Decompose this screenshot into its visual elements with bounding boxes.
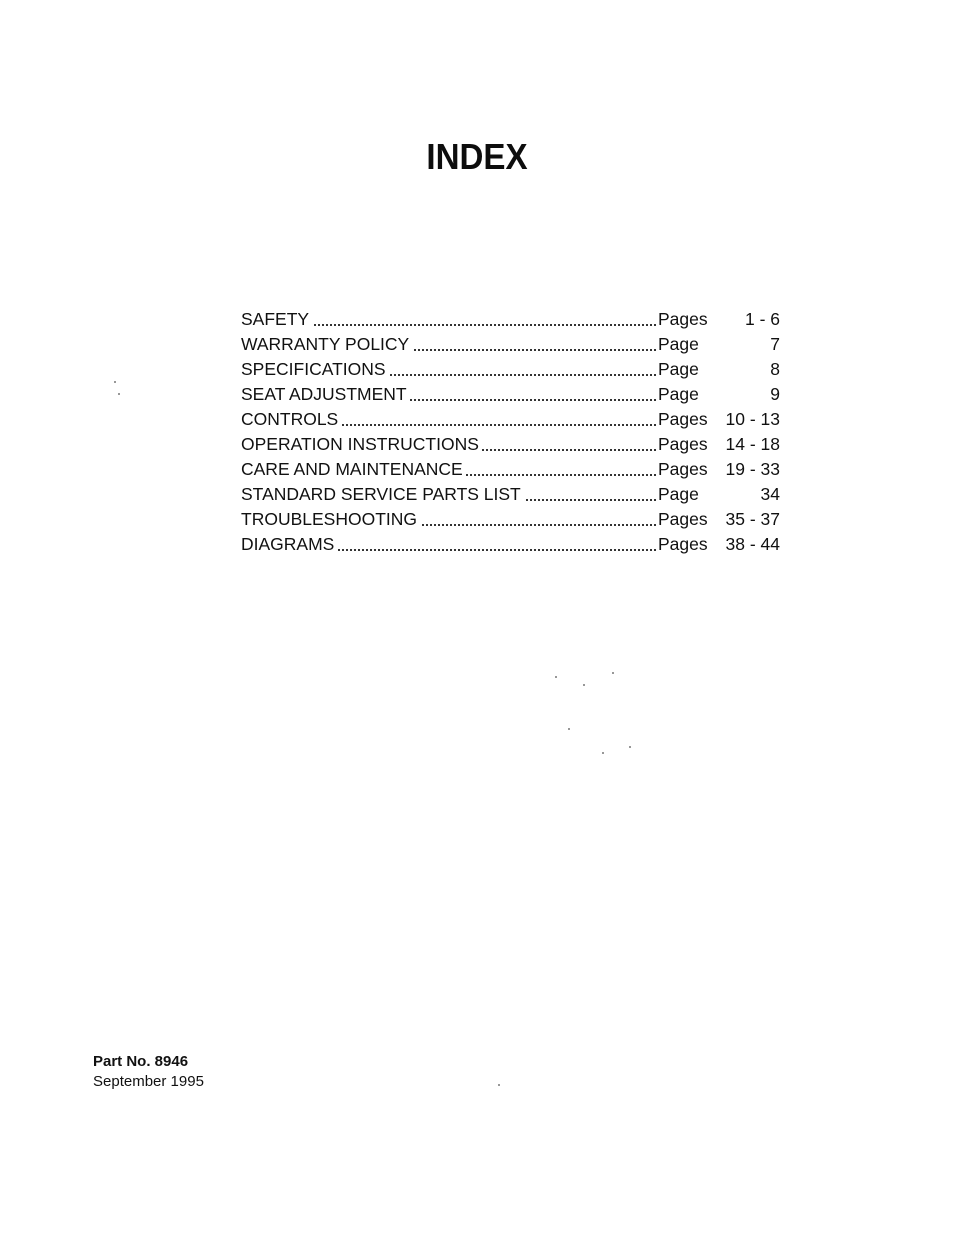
toc-label: CARE AND MAINTENANCE <box>241 459 466 479</box>
toc-row <box>241 507 783 532</box>
toc-page-range: 1 - 6 <box>744 309 780 329</box>
scan-speck <box>629 746 631 748</box>
toc-page-range: 35 - 37 <box>725 509 780 529</box>
toc-page-range: 8 <box>770 359 780 379</box>
scan-speck <box>612 672 614 674</box>
toc-row <box>241 382 783 407</box>
page-title: INDEX <box>426 136 528 177</box>
part-number: Part No. 8946 <box>93 1053 189 1070</box>
toc-label-wrap <box>241 357 656 382</box>
toc-page-label: Page <box>658 484 699 504</box>
toc-label-wrap <box>241 432 656 457</box>
toc-page-label: Pages <box>658 409 708 429</box>
toc-label-wrap <box>241 532 656 557</box>
toc-page-label: Pages <box>658 459 708 479</box>
toc-label: SEAT ADJUSTMENT <box>241 384 410 404</box>
toc-page-label: Pages <box>658 509 708 529</box>
toc-label-wrap <box>241 457 656 482</box>
scan-speck <box>583 684 585 686</box>
scan-speck <box>568 728 570 730</box>
toc-label-wrap <box>241 407 656 432</box>
toc-label-wrap <box>241 307 656 332</box>
toc-label-wrap <box>241 482 656 507</box>
toc-label: STANDARD SERVICE PARTS LIST <box>241 484 524 504</box>
toc-label: OPERATION INSTRUCTIONS <box>241 434 482 454</box>
toc-label: SPECIFICATIONS <box>241 359 389 379</box>
toc-row <box>241 357 783 382</box>
scan-speck <box>555 676 557 678</box>
toc-row <box>241 482 783 507</box>
toc-row <box>241 307 783 332</box>
toc-row <box>241 457 783 482</box>
toc-row <box>241 532 783 557</box>
toc-page-label: Page <box>658 334 699 354</box>
toc-page-label: Page <box>658 384 699 404</box>
scan-speck <box>602 752 604 754</box>
toc-row <box>241 432 783 457</box>
toc-page-range: 34 <box>760 484 780 504</box>
toc-page-range: 19 - 33 <box>725 459 780 479</box>
toc-page-label: Pages <box>658 309 708 329</box>
scan-speck <box>114 381 116 383</box>
toc-label-wrap <box>241 382 656 407</box>
toc-label: WARRANTY POLICY <box>241 334 412 354</box>
toc-row <box>241 407 783 432</box>
toc-label: TROUBLESHOOTING <box>241 509 420 529</box>
table-of-contents <box>241 307 783 557</box>
toc-page-range: 38 - 44 <box>725 534 780 554</box>
toc-label: CONTROLS <box>241 409 341 429</box>
scan-speck <box>118 393 120 395</box>
toc-page-label: Page <box>658 359 699 379</box>
toc-page-range: 9 <box>770 384 780 404</box>
toc-label-wrap <box>241 507 656 532</box>
toc-page-label: Pages <box>658 534 708 554</box>
toc-page-range: 7 <box>770 334 780 354</box>
toc-label-wrap <box>241 332 656 357</box>
toc-page-range: 14 - 18 <box>725 434 780 454</box>
toc-page-range: 10 - 13 <box>725 409 780 429</box>
scan-speck <box>498 1084 500 1086</box>
footer <box>93 1052 204 1092</box>
toc-page-label: Pages <box>658 434 708 454</box>
toc-row <box>241 332 783 357</box>
toc-label: SAFETY <box>241 309 312 329</box>
toc-label: DIAGRAMS <box>241 534 337 554</box>
publication-date: September 1995 <box>93 1073 204 1090</box>
